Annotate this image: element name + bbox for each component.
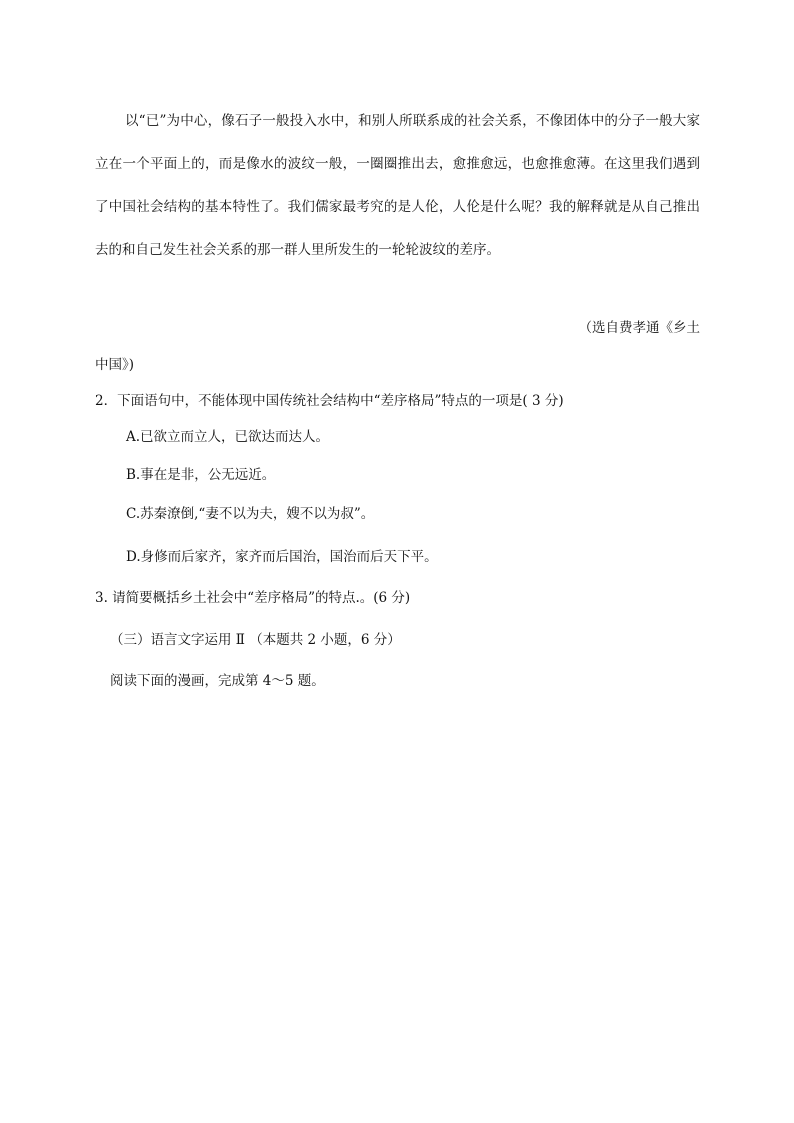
section-3-title: （三）语言文字运用 Ⅱ （本题共 2 小题，6 分） — [110, 632, 401, 648]
comic-instruction: 阅读下面的漫画，完成第 4～5 题。 — [110, 673, 325, 689]
question-2-stem: 2．下面语句中，不能体现中国传统社会结构中“差序格局”特点的一项是( 3 分) — [95, 393, 564, 409]
question-3-stem: 3. 请简要概括乡土社会中“差序格局”的特点.。(6 分) — [95, 590, 411, 606]
question-2-option-b: B.事在是非，公无远近。 — [126, 467, 276, 483]
passage-source-line-2: 中国》) — [95, 357, 135, 373]
question-2-option-d: D.身修而后家齐，家齐而后国治，国治而后天下平。 — [126, 549, 438, 565]
question-2-option-a: A.已欲立而立人，已欲达而达人。 — [126, 429, 330, 445]
passage-paragraph: 以“已”为中心，像石子一般投入水中，和别人所联系成的社会关系，不像团体中的分子一般大家立在一个平面上的，而是像水的波纹一般，一圈圈推出去，愈推愈远，也愈推愈薄。在这里我们遇到了中国社会结构的基本特性了。我们儒家最考究的是人伦，人伦是什么呢？我的解释就是从自己推出去的和自己发生社会关系的那一群人里所发生的一轮轮波纹的差序。 — [95, 113, 700, 258]
passage-source-line-1: （选自费孝通《乡土 — [578, 320, 700, 336]
question-2-option-c: C.苏秦潦倒,“妻不以为夫，嫂不以为叔”。 — [126, 506, 375, 522]
